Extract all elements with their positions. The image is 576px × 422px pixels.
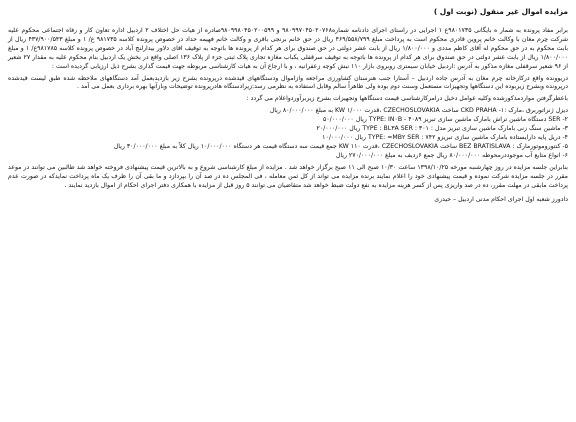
list-item: ۴- دریل پایه دارایستاده بامارک ماشین سازی تبریزو TYPE: =MB۲ SER : ۷۴۲ ریال ۱۰/۰۰۰/۰۰۰ xyxy=(322,133,568,141)
list-item: ۳- ماشین سنگ زنی بامارک ماشین سازی تبریز مدل : TYPE : BL۳A SER : ۳۰۱ ریال ۲۰/۰۰۰/۰۰۰ xyxy=(316,125,568,133)
paragraph-valuation-intro: باعطرگرفتن مواردمذکورشده وکلیه عوامل دخیل درامرکارشناسی قیمت دستگاهها وتجهیزات بشرح زیربرآوردواعلام می گردد : xyxy=(246,95,568,103)
paragraph-inspection: دریوونده واقع درکارخانه چرم مغان به آدرس جاده اردبیل – آستارا جنب هنرستان کشاورزی مراجعه وازاموال ودستگاههای قیدشده درپرونده بشرح زیر بازدیدبعمل آمد دستگاههای ملاحظه شده طبق لیست قیدشده درپرونده وبشرح زیربوده این دستگاهها وتجهیزات مستعمل وسنت دوم بوده ولی ظاهراً سالم وقابل استفاده به نظرمی رسد:زیرادستگاه هادرپرونده توضیحات وبازآنها بهره برداری بعمل می آمد . xyxy=(8,74,568,91)
paragraph-auction-terms: بنابراین جلسه مزایده در روز چهارشنبه مورخه ۱۳۹۸/۱۰/۲۵ ساعت ۱۰/۳۰ صبح الی ۱۱ صبح برگزار خواهد شد . مزایده از مبلغ کارشناسی شروع و به بالاترین قیمت پیشنهادی فروخته خواهد شد طالبین می توانند در موعد مقرر در جلسه مزایده شرکت نموده و قیمت پیشنهادی خود را اعلام نمایند برنده مزایده می تواند از کل ثمن معامله ، فی المجلس ده در صد آن را بپردازد و ما بقی آن را ظرف یک ماه پرداخت نمایدکه در صورت عدم پرداخت مابقی در مهلت مقرر، ده در صد واریزی پس از کسر هزینه مزایده به نفع دولت ضبط خواهد شد متقاضیان می توانند ۵ روز قبل از مزایده با همکاری دفتر اجرای احکام از اموال بازدید نمایند . xyxy=(8,163,568,189)
list-item: دیزل ژنراتوربرق ،مارک :۱- CKD PRAHA ساخت CZECHOSLOVAKIA ،قدرت ۱/۰۰۰ KW به مبلغ ۸۰/۰۰۰/۰۰۰ ریال xyxy=(269,107,568,115)
list-item: ۲- SER دستگاه ماشین تراش بامارک ماشین سازی تبریز TYPE: IN۰B - ۴۰۸۹ ریال ۵۰/۰۰۰/۰۰۰ xyxy=(323,116,568,124)
signature-line: دادورز شعبه اول اجرای احکام مدنی اردبیل – حیدری xyxy=(434,196,568,204)
list-item: ۶- انواع متایع آب موجوددرمحوطه ۸۰/۰۰۰/۰۰۰ ریال جمع ۶ردیف به مبلغ ۲۷۰/۰۰۰/۰۰۰ ریال xyxy=(335,151,568,159)
paragraph-case-details: برابر مفاد پرونده به شمار ه بایگانی ۹۸۰۱۷۳۵ع ۱ اجرایی در راستای اجرای دادنامه شماره۹۸۰۹۹۷۰۴۵۰۲۰۷۶۸ و ۹۸۰۹۹۸۰۴۵۰۲۰۰۵۹۹صادره از هیات حل اختلاف ۲ اردبیل اداره تعاون کار و رفاه اجتماعی محکوم علیه شرکت چرم مغان با وکالت خانم پروین قادری محکوم است به پرداخت مبلغ ۴۶۹/۵۵۸/۷۹۹ ریال در حق خانم برنجی باقری و وکالت خانم فهیمه حداد در خصوص پرونده کلاسه ۹۸۱۷۳۵ ع/ ۱ و مبلغ ۴۳۷/۹۰۰/۵۴۳ ریال از بابت محکوم به در حق محکوم له آقای کاظم مددی و ۱/۸۰۰/۰۰۰ ریال از بابت عشر دولتی در حق صندوق برای هر کدام از پرونده ها باتوجه به توقیف اقای دلاور بیدارلنج آباد در خصوص پرونده کلاسه ۹۸۱۷۸۵ع/ ۱ و مبلغ ۱/۸۰۰/۰۰۰ ریال از بابت عشر دولتی در حق صندوق برای هر کدام از پرونده ها باتوجه به توقیف سرقفلی یکباب مغازه تجاری پلاک ثبتی جزء از پلاک ۱۳۶ اصلی واقع در بخش یک اردبیل بنام محکوم علیه به مقدار ۲۷ شعیر از ۹۶ شعیر سرقفلی مغازه مذکور به آدرس :اردبیل خیابان سیمتری روبروی بازار ۱۱۰ نبش کوچه زعفرانیه ، و با ارجاع آن به هیات کارشناسی مربوطه جهت قیمت گذاری بشرح ذیل ارزیابی گردیده است : xyxy=(8,27,569,70)
document-title: مزایده اموال غیر منقول (نوبت اول ) xyxy=(433,7,568,16)
equipment-list xyxy=(8,107,568,160)
list-item: ۵- کنتوروموتورمارک : BEZ BRATISLAVA ساخت CZECHOSLOVAKIA ،قدرت ۱۱۰ KW جمع قیمت سه دستگاه قیمت هر دستگاه ۱۰/۰۰۰/۰۰۰ ریال کلاً به مبلغ ۳۰/۰۰۰/۰۰۰ ریال xyxy=(113,142,568,150)
